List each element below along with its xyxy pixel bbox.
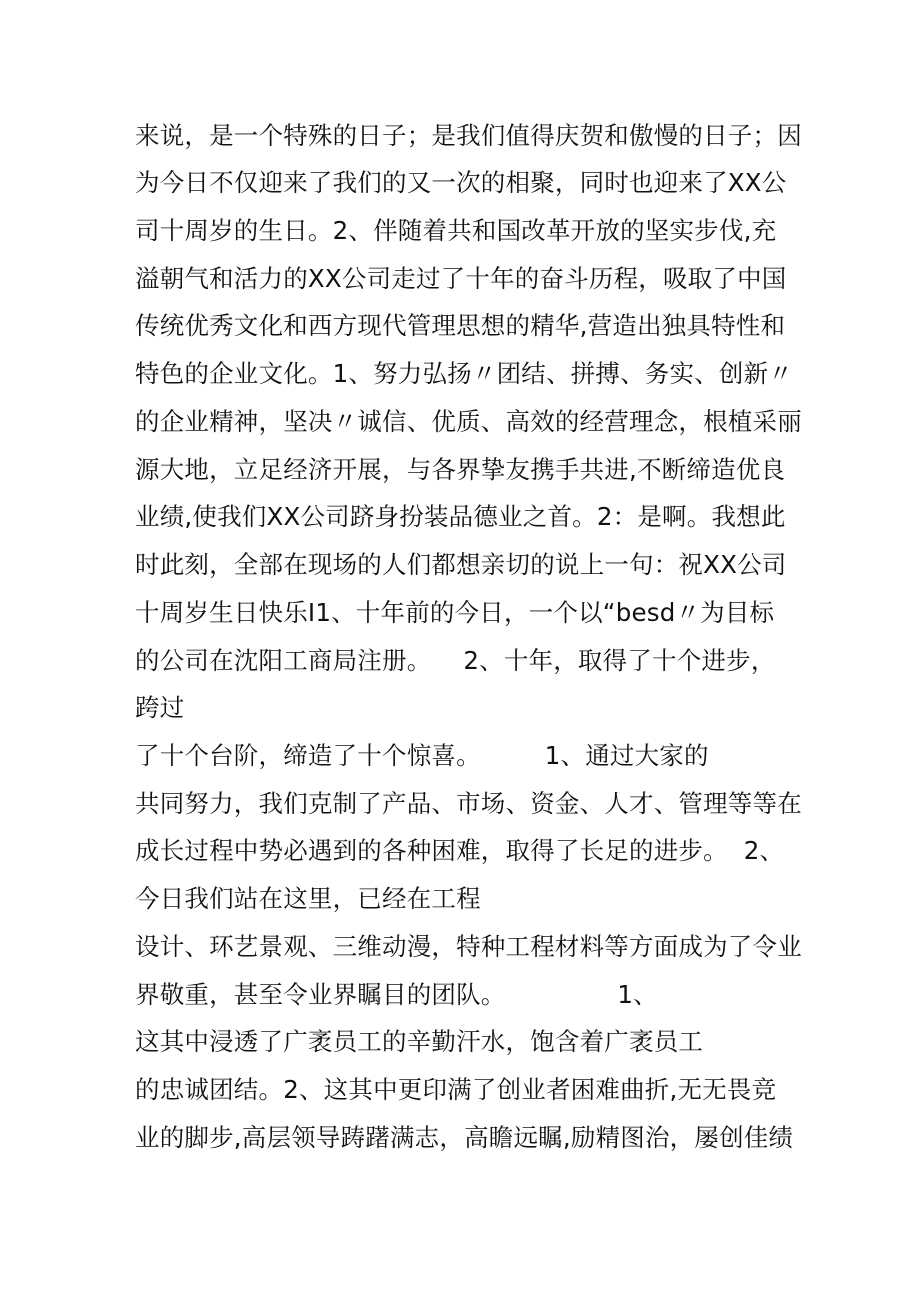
text-line: 十周岁生日快乐I1、十年前的今日，一个以“besd〃为目标 bbox=[135, 598, 775, 627]
text-line: 司十周岁的生日。2、伴随着共和国改革开放的坚实步伐,充 bbox=[135, 216, 777, 245]
text-line: 业绩,使我们XX公司跻身扮装品德业之首。2：是啊。我想此 bbox=[135, 502, 786, 531]
text-line: 这其中浸透了广袤员工的辛勤汗水，饱含着广袤员工 bbox=[135, 1027, 704, 1056]
text-line: 溢朝气和活力的XX公司走过了十年的奋斗历程，吸取了中国 bbox=[135, 264, 787, 293]
text-line: 了十个台阶，缔造了十个惊喜。 1、通过大家的 bbox=[135, 741, 709, 770]
text-line: 设计、环艺景观、三维动漫，特种工程材料等方面成为了令业 bbox=[135, 932, 802, 961]
text-line: 为今日不仅迎来了我们的又一次的相聚，同时也迎来了XX公 bbox=[135, 168, 787, 197]
text-line: 传统优秀文化和西方现代管理思想的精华,营造出独具特性和 bbox=[135, 311, 786, 340]
text-line: 来说，是一个特殊的日子；是我们值得庆贺和傲慢的日子；因 bbox=[135, 121, 802, 150]
text-line: 的企业精神，坚决〃诚信、优质、高效的经营理念，根植采丽 bbox=[135, 407, 802, 436]
text-line: 跨过 bbox=[135, 693, 185, 722]
text-line: 时此刻，全部在现场的人们都想亲切的说上一句：祝XX公司 bbox=[135, 550, 787, 579]
text-line: 界敬重，甚至令业界瞩目的团队。 1、 bbox=[135, 980, 658, 1009]
text-line: 成长过程中势必遇到的各种困难，取得了长足的进步。 2、 bbox=[135, 836, 785, 865]
text-line: 业的脚步,高层领导踌躇满志，高瞻远瞩,励精图治，屡创佳绩 bbox=[135, 1123, 794, 1152]
text-line: 特色的企业文化。1、努力弘扬〃团结、拼搏、务实、创新〃 bbox=[135, 359, 793, 388]
text-line: 源大地，立足经济开展，与各界挚友携手共进,不断缔造优良 bbox=[135, 455, 786, 484]
text-line: 的公司在沈阳工商局注册。 2、十年，取得了十个进步， bbox=[135, 646, 776, 675]
text-line: 今日我们站在这里，已经在工程 bbox=[135, 884, 481, 913]
text-line: 的忠诚团结。2、这其中更印满了创业者困难曲折,无无畏竞 bbox=[135, 1075, 777, 1104]
text-line: 共同努力，我们克制了产品、市场、资金、人才、管理等等在 bbox=[135, 789, 802, 818]
